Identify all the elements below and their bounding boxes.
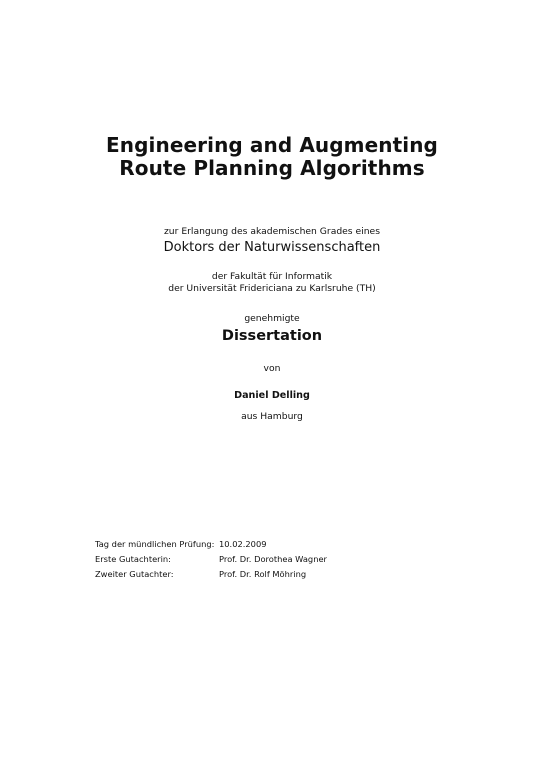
title-line-1: Engineering and Augmenting	[106, 133, 438, 157]
detail-value: Prof. Dr. Dorothea Wagner	[219, 554, 327, 564]
document-type: Dissertation	[221, 328, 323, 344]
by-text: von	[263, 363, 281, 374]
detail-value: Prof. Dr. Rolf Möhring	[219, 569, 307, 579]
detail-label: Erste Gutachterin:	[95, 554, 171, 564]
detail-value: 10.02.2009	[219, 539, 267, 549]
detail-label: Zweiter Gutachter:	[95, 569, 174, 579]
purpose-text: zur Erlangung des akademischen Grades eines	[163, 226, 380, 237]
detail-label: Tag der mündlichen Prüfung:	[95, 539, 215, 549]
author-origin: aus Hamburg	[241, 411, 303, 422]
author-name: Daniel Delling	[234, 390, 310, 401]
approved-text: genehmigte	[244, 313, 300, 324]
faculty-line-1: der Fakultät für Informatik	[211, 271, 333, 282]
title-line-2: Route Planning Algorithms	[119, 156, 425, 180]
degree-text: Doktors der Naturwissenschaften	[163, 240, 381, 255]
faculty-line-2: der Universität Fridericiana zu Karlsruhe (TH)	[168, 283, 376, 294]
